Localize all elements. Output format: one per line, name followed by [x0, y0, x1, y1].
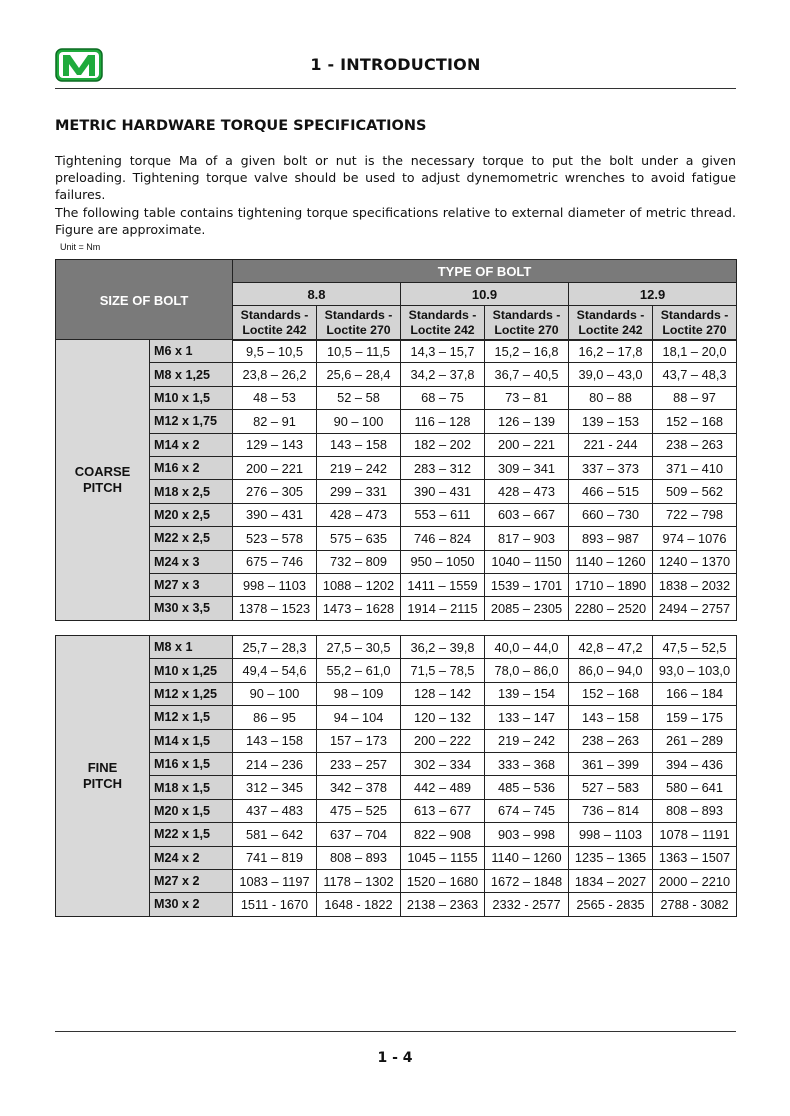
table-row	[56, 682, 737, 705]
torque-value-cell: 603 – 667	[485, 503, 569, 526]
torque-value-cell: 49,4 – 54,6	[233, 659, 317, 682]
torque-value-cell: 283 – 312	[401, 456, 485, 479]
torque-value-cell: 394 – 436	[653, 752, 737, 775]
torque-value-cell: 527 – 583	[569, 776, 653, 799]
table-row	[56, 340, 737, 363]
table-row	[56, 752, 737, 775]
torque-value-cell: 1088 – 1202	[317, 573, 401, 596]
chapter-title: 1 - INTRODUCTION	[310, 55, 481, 74]
unit-label: Unit = Nm	[60, 242, 101, 252]
bolt-size-cell: M18 x 1,5	[150, 776, 233, 799]
bolt-size-cell: M20 x 1,5	[150, 799, 233, 822]
footer-rule	[55, 1031, 736, 1032]
fine-pitch-table	[55, 635, 737, 917]
table-row	[56, 823, 737, 846]
torque-value-cell: 25,6 – 28,4	[317, 363, 401, 386]
table-row	[56, 363, 737, 386]
torque-value-cell: 1473 – 1628	[317, 597, 401, 620]
table-row	[56, 659, 737, 682]
torque-value-cell: 1411 – 1559	[401, 573, 485, 596]
torque-value-cell: 94 – 104	[317, 706, 401, 729]
torque-value-cell: 485 – 536	[485, 776, 569, 799]
torque-value-cell: 90 – 100	[317, 410, 401, 433]
loctite-line: Loctite 270	[494, 323, 559, 337]
torque-value-cell: 52 – 58	[317, 386, 401, 409]
torque-value-cell: 233 – 257	[317, 752, 401, 775]
torque-value-cell: 40,0 – 44,0	[485, 636, 569, 659]
torque-value-cell: 48 – 53	[233, 386, 317, 409]
torque-value-cell: 166 – 184	[653, 682, 737, 705]
coarse-pitch-label	[56, 340, 150, 621]
torque-value-cell: 1914 – 2115	[401, 597, 485, 620]
torque-value-cell: 39,0 – 43,0	[569, 363, 653, 386]
bolt-size-cell: M14 x 2	[150, 433, 233, 456]
bolt-size-cell: M18 x 2,5	[150, 480, 233, 503]
standards-header	[653, 306, 737, 341]
torque-value-cell: 1363 – 1507	[653, 846, 737, 869]
intro-paragraph: The following table contains tightening torque specifications relative to external diameter of metric thread. Figure are approximate.	[55, 204, 736, 237]
table-row	[56, 869, 737, 892]
torque-value-cell: 1378 – 1523	[233, 597, 317, 620]
torque-value-cell: 637 – 704	[317, 823, 401, 846]
table-row	[56, 386, 737, 409]
torque-value-cell: 736 – 814	[569, 799, 653, 822]
torque-value-cell: 741 – 819	[233, 846, 317, 869]
torque-value-cell: 2138 – 2363	[401, 893, 485, 916]
torque-value-cell: 129 – 143	[233, 433, 317, 456]
torque-value-cell: 333 – 368	[485, 752, 569, 775]
bolt-size-cell: M10 x 1,5	[150, 386, 233, 409]
torque-value-cell: 80 – 88	[569, 386, 653, 409]
torque-value-cell: 152 – 168	[569, 682, 653, 705]
torque-value-cell: 309 – 341	[485, 456, 569, 479]
torque-value-cell: 25,7 – 28,3	[233, 636, 317, 659]
torque-value-cell: 950 – 1050	[401, 550, 485, 573]
torque-value-cell: 466 – 515	[569, 480, 653, 503]
torque-value-cell: 1672 – 1848	[485, 869, 569, 892]
grade-header: 12.9	[569, 283, 737, 306]
torque-value-cell: 152 – 168	[653, 410, 737, 433]
torque-value-cell: 200 – 221	[233, 456, 317, 479]
bolt-size-cell: M20 x 2,5	[150, 503, 233, 526]
torque-value-cell: 302 – 334	[401, 752, 485, 775]
torque-value-cell: 14,3 – 15,7	[401, 340, 485, 363]
standards-line: Standards -	[240, 308, 309, 322]
torque-value-cell: 371 – 410	[653, 456, 737, 479]
table-row	[56, 527, 737, 550]
torque-value-cell: 221 - 244	[569, 433, 653, 456]
torque-value-cell: 98 – 109	[317, 682, 401, 705]
torque-value-cell: 27,5 – 30,5	[317, 636, 401, 659]
torque-value-cell: 746 – 824	[401, 527, 485, 550]
torque-value-cell: 120 – 132	[401, 706, 485, 729]
torque-value-cell: 523 – 578	[233, 527, 317, 550]
torque-value-cell: 16,2 – 17,8	[569, 340, 653, 363]
torque-value-cell: 1520 – 1680	[401, 869, 485, 892]
torque-value-cell: 36,2 – 39,8	[401, 636, 485, 659]
bolt-size-cell: M12 x 1,25	[150, 682, 233, 705]
torque-value-cell: 1045 – 1155	[401, 846, 485, 869]
torque-value-cell: 1648 - 1822	[317, 893, 401, 916]
loctite-line: Loctite 242	[410, 323, 475, 337]
pitch-label-line: COARSE	[74, 463, 131, 479]
torque-value-cell: 200 – 222	[401, 729, 485, 752]
torque-value-cell: 361 – 399	[569, 752, 653, 775]
torque-value-cell: 1140 – 1260	[485, 846, 569, 869]
bolt-size-cell: M22 x 2,5	[150, 527, 233, 550]
bolt-size-cell: M14 x 1,5	[150, 729, 233, 752]
bolt-size-cell: M12 x 1,75	[150, 410, 233, 433]
torque-value-cell: 47,5 – 52,5	[653, 636, 737, 659]
torque-value-cell: 1140 – 1260	[569, 550, 653, 573]
standards-header	[569, 306, 653, 341]
torque-value-cell: 238 – 263	[653, 433, 737, 456]
torque-value-cell: 143 – 158	[317, 433, 401, 456]
loctite-line: Loctite 270	[326, 323, 391, 337]
coarse-pitch-table	[55, 339, 737, 621]
fine-pitch-label	[56, 636, 150, 917]
bolt-size-cell: M16 x 1,5	[150, 752, 233, 775]
torque-value-cell: 575 – 635	[317, 527, 401, 550]
torque-value-cell: 139 – 153	[569, 410, 653, 433]
torque-value-cell: 139 – 154	[485, 682, 569, 705]
bolt-size-cell: M27 x 3	[150, 573, 233, 596]
torque-value-cell: 159 – 175	[653, 706, 737, 729]
torque-value-cell: 817 – 903	[485, 527, 569, 550]
table-row	[56, 597, 737, 620]
table-row	[56, 846, 737, 869]
torque-value-cell: 2280 – 2520	[569, 597, 653, 620]
torque-value-cell: 428 – 473	[485, 480, 569, 503]
table-row	[56, 799, 737, 822]
torque-value-cell: 128 – 142	[401, 682, 485, 705]
torque-value-cell: 1235 – 1365	[569, 846, 653, 869]
torque-value-cell: 1511 - 1670	[233, 893, 317, 916]
pitch-label-line: PITCH	[83, 479, 122, 495]
torque-value-cell: 68 – 75	[401, 386, 485, 409]
torque-value-cell: 261 – 289	[653, 729, 737, 752]
torque-value-cell: 998 – 1103	[233, 573, 317, 596]
pitch-label-line: PITCH	[83, 775, 122, 791]
torque-value-cell: 581 – 642	[233, 823, 317, 846]
grade-header: 8.8	[233, 283, 401, 306]
torque-value-cell: 2085 – 2305	[485, 597, 569, 620]
loctite-line: Loctite 242	[242, 323, 307, 337]
torque-value-cell: 143 – 158	[233, 729, 317, 752]
table-row	[56, 503, 737, 526]
torque-value-cell: 90 – 100	[233, 682, 317, 705]
torque-value-cell: 43,7 – 48,3	[653, 363, 737, 386]
torque-value-cell: 93,0 – 103,0	[653, 659, 737, 682]
torque-value-cell: 86,0 – 94,0	[569, 659, 653, 682]
torque-value-cell: 660 – 730	[569, 503, 653, 526]
standards-line: Standards -	[492, 308, 561, 322]
page-number: 1 - 4	[377, 1050, 413, 1066]
torque-value-cell: 182 – 202	[401, 433, 485, 456]
torque-value-cell: 299 – 331	[317, 480, 401, 503]
standards-line: Standards -	[408, 308, 477, 322]
torque-value-cell: 808 – 893	[317, 846, 401, 869]
table-row	[56, 893, 737, 916]
standards-line: Standards -	[660, 308, 729, 322]
torque-value-cell: 893 – 987	[569, 527, 653, 550]
torque-value-cell: 219 – 242	[317, 456, 401, 479]
table-row	[56, 636, 737, 659]
torque-value-cell: 553 – 611	[401, 503, 485, 526]
type-of-bolt-header: TYPE OF BOLT	[233, 260, 737, 283]
torque-value-cell: 808 – 893	[653, 799, 737, 822]
standards-header	[233, 306, 317, 341]
size-of-bolt-header: SIZE OF BOLT	[56, 260, 233, 341]
torque-value-cell: 442 – 489	[401, 776, 485, 799]
bolt-size-cell: M6 x 1	[150, 340, 233, 363]
section-title: METRIC HARDWARE TORQUE SPECIFICATIONS	[55, 118, 427, 134]
torque-value-cell: 722 – 798	[653, 503, 737, 526]
bolt-size-cell: M8 x 1	[150, 636, 233, 659]
torque-value-cell: 674 – 745	[485, 799, 569, 822]
torque-value-cell: 1083 – 1197	[233, 869, 317, 892]
bolt-size-cell: M10 x 1,25	[150, 659, 233, 682]
torque-value-cell: 998 – 1103	[569, 823, 653, 846]
torque-value-cell: 390 – 431	[233, 503, 317, 526]
torque-value-cell: 10,5 – 11,5	[317, 340, 401, 363]
torque-value-cell: 613 – 677	[401, 799, 485, 822]
torque-value-cell: 36,7 – 40,5	[485, 363, 569, 386]
torque-value-cell: 2788 - 3082	[653, 893, 737, 916]
torque-value-cell: 2494 – 2757	[653, 597, 737, 620]
intro-paragraph: Tightening torque Ma of a given bolt or nut is the necessary torque to put the bolt under a given preloading. Tightening torque valve should be used to adjust dynemometric wrenches to avoid fatigue failures.	[55, 153, 736, 203]
grade-header: 10.9	[401, 283, 569, 306]
torque-value-cell: 974 – 1076	[653, 527, 737, 550]
torque-value-cell: 903 – 998	[485, 823, 569, 846]
torque-value-cell: 82 – 91	[233, 410, 317, 433]
table-row	[56, 433, 737, 456]
torque-value-cell: 88 – 97	[653, 386, 737, 409]
torque-value-cell: 437 – 483	[233, 799, 317, 822]
torque-value-cell: 2000 – 2210	[653, 869, 737, 892]
standards-header	[401, 306, 485, 341]
torque-value-cell: 475 – 525	[317, 799, 401, 822]
table-row	[56, 456, 737, 479]
table-row	[56, 410, 737, 433]
torque-value-cell: 78,0 – 86,0	[485, 659, 569, 682]
torque-value-cell: 133 – 147	[485, 706, 569, 729]
bolt-size-cell: M16 x 2	[150, 456, 233, 479]
bolt-size-cell: M8 x 1,25	[150, 363, 233, 386]
bolt-size-cell: M30 x 3,5	[150, 597, 233, 620]
torque-value-cell: 1710 – 1890	[569, 573, 653, 596]
standards-line: Standards -	[324, 308, 393, 322]
torque-value-cell: 219 – 242	[485, 729, 569, 752]
torque-value-cell: 34,2 – 37,8	[401, 363, 485, 386]
torque-value-cell: 214 – 236	[233, 752, 317, 775]
torque-value-cell: 1838 – 2032	[653, 573, 737, 596]
torque-value-cell: 312 – 345	[233, 776, 317, 799]
torque-value-cell: 1539 – 1701	[485, 573, 569, 596]
standards-header	[317, 306, 401, 341]
torque-value-cell: 822 – 908	[401, 823, 485, 846]
torque-value-cell: 1040 – 1150	[485, 550, 569, 573]
table-row	[56, 706, 737, 729]
loctite-line: Loctite 270	[662, 323, 727, 337]
torque-value-cell: 238 – 263	[569, 729, 653, 752]
torque-value-cell: 71,5 – 78,5	[401, 659, 485, 682]
table-row	[56, 573, 737, 596]
torque-value-cell: 126 – 139	[485, 410, 569, 433]
torque-value-cell: 73 – 81	[485, 386, 569, 409]
torque-value-cell: 342 – 378	[317, 776, 401, 799]
torque-value-cell: 1240 – 1370	[653, 550, 737, 573]
bolt-size-cell: M24 x 3	[150, 550, 233, 573]
torque-value-cell: 200 – 221	[485, 433, 569, 456]
torque-value-cell: 157 – 173	[317, 729, 401, 752]
pitch-label-line: FINE	[87, 759, 118, 775]
bolt-size-cell: M22 x 1,5	[150, 823, 233, 846]
torque-value-cell: 509 – 562	[653, 480, 737, 503]
intro-text	[55, 152, 736, 238]
table-row	[56, 776, 737, 799]
torque-value-cell: 1178 – 1302	[317, 869, 401, 892]
torque-value-cell: 18,1 – 20,0	[653, 340, 737, 363]
torque-value-cell: 428 – 473	[317, 503, 401, 526]
torque-value-cell: 732 – 809	[317, 550, 401, 573]
torque-value-cell: 143 – 158	[569, 706, 653, 729]
torque-value-cell: 337 – 373	[569, 456, 653, 479]
bolt-size-cell: M24 x 2	[150, 846, 233, 869]
table-row	[56, 550, 737, 573]
torque-value-cell: 2332 - 2577	[485, 893, 569, 916]
bolt-size-cell: M27 x 2	[150, 869, 233, 892]
torque-value-cell: 1834 – 2027	[569, 869, 653, 892]
torque-value-cell: 9,5 – 10,5	[233, 340, 317, 363]
torque-value-cell: 116 – 128	[401, 410, 485, 433]
torque-value-cell: 86 – 95	[233, 706, 317, 729]
torque-value-cell: 23,8 – 26,2	[233, 363, 317, 386]
standards-header	[485, 306, 569, 341]
page-header	[55, 44, 736, 89]
torque-value-cell: 1078 – 1191	[653, 823, 737, 846]
torque-value-cell: 580 – 641	[653, 776, 737, 799]
torque-table-header	[55, 259, 737, 341]
torque-value-cell: 55,2 – 61,0	[317, 659, 401, 682]
table-row	[56, 729, 737, 752]
bolt-size-cell: M12 x 1,5	[150, 706, 233, 729]
bolt-size-cell: M30 x 2	[150, 893, 233, 916]
table-row	[56, 480, 737, 503]
loctite-line: Loctite 242	[578, 323, 643, 337]
standards-line: Standards -	[576, 308, 645, 322]
torque-value-cell: 42,8 – 47,2	[569, 636, 653, 659]
torque-value-cell: 276 – 305	[233, 480, 317, 503]
torque-value-cell: 15,2 – 16,8	[485, 340, 569, 363]
torque-value-cell: 390 – 431	[401, 480, 485, 503]
torque-value-cell: 2565 - 2835	[569, 893, 653, 916]
torque-value-cell: 675 – 746	[233, 550, 317, 573]
